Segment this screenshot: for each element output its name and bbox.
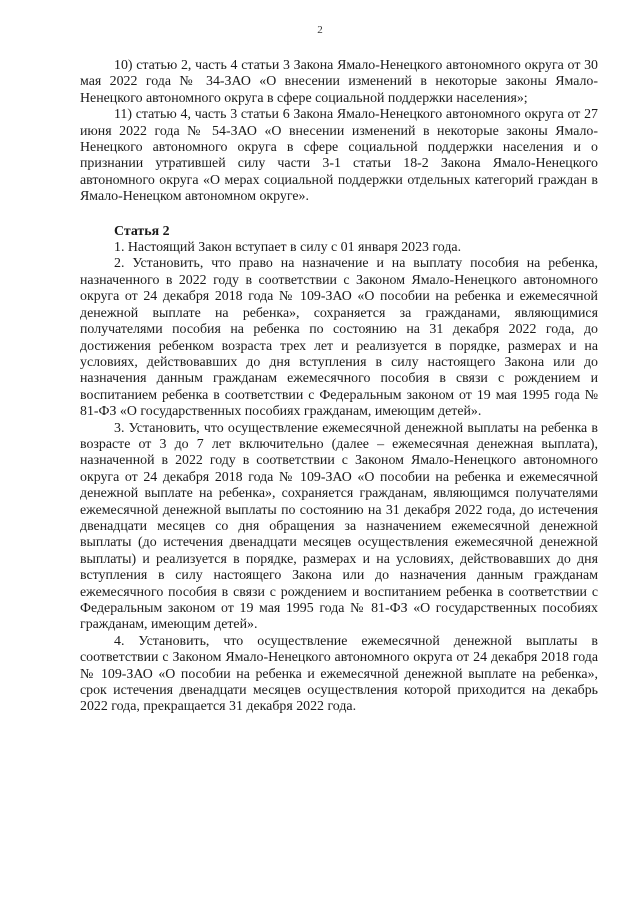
article-paragraph-1: 1. Настоящий Закон вступает в силу с 01 января 2023 года. [114, 240, 462, 256]
article-paragraph-4: 4. Установить, что осуществление ежемесячной денежной выплаты в соответствии с Законом Ямало-Ненецкого автономного округа от 24 декабря 2018 года № 109-ЗАО «О пособии на ребенка и ежемесячной денежной выплате на ребенка», срок истечения двенадцати месяцев осуществления которой приходится на декабрь 2022 года, прекращается 31 декабря 2022 года. [80, 633, 598, 715]
document-body [80, 58, 598, 716]
article-heading: Статья 2 [114, 223, 170, 239]
list-item-11: 11) статью 4, часть 3 статьи 6 Закона Ямало-Ненецкого автономного округа от 27 июня 2022 года № 54-ЗАО «О внесении изменений в некоторые законы Ямало-Ненецкого автономного округа в сфере социальной поддержки населения и о признании утратившей силу части 3-1 статьи 18-2 Закона Ямало-Ненецкого автономного округа «О мерах социальной поддержки отдельных категорий граждан в Ямало-Ненецком автономном округе». [80, 107, 598, 205]
page-number: 2 [317, 24, 323, 36]
article-paragraph-3: 3. Установить, что осуществление ежемесячной денежной выплаты на ребенка в возрасте от 3 до 7 лет включительно (далее – ежемесячная денежная выплата), назначенной в 2022 году в соответствии с Законом Ямало-Ненецкого автономного округа от 24 декабря 2018 года № 109-ЗАО «О пособии на ребенка и ежемесячной денежной выплате на ребенка», сохраняется гражданам, являющимся получателями ежемесячной денежной выплаты по состоянию на 31 декабря 2022 года, до истечения двенадцати месяцев со дня обращения за назначением ежемесячной денежной выплаты (до истечения двенадцати месяцев осуществления ежемесячной денежной выплаты) и реализуется в порядке, размерах и на условиях, действовавших до дня вступления в силу настоящего Закона или до назначения данным гражданам ежемесячного пособия в связи с рождением и воспитанием ребенка в соответствии с Федеральным законом от 19 мая 1995 года № 81-ФЗ «О государственных пособиях гражданам, имеющим детей». [80, 420, 598, 633]
list-item-10: 10) статью 2, часть 4 статьи 3 Закона Ямало-Ненецкого автономного округа от 30 мая 2022 года № 34-ЗАО «О внесении изменений в некоторые законы Ямало-Ненецкого автономного округа в сфере социальной поддержки населения»; [80, 58, 598, 106]
article-paragraph-2: 2. Установить, что право на назначение и на выплату пособия на ребенка, назначенного в 2022 году в соответствии с Законом Ямало-Ненецкого автономного округа от 24 декабря 2018 года № 109-ЗАО «О пособии на ребенка и ежемесячной денежной выплате на ребенка», сохраняется за гражданами, являющимися получателями пособия на ребенка по состоянию на 31 декабря 2022 года, до достижения ребенком возраста трех лет и реализуется в порядке, размерах и на условиях, действовавших до дня вступления в силу настоящего Закона или до назначения данным гражданам ежемесячного пособия в связи с рождением и воспитанием ребенка в соответствии с Федеральным законом от 19 мая 1995 года № 81-ФЗ «О государственных пособиях гражданам, имеющим детей». [80, 256, 598, 420]
